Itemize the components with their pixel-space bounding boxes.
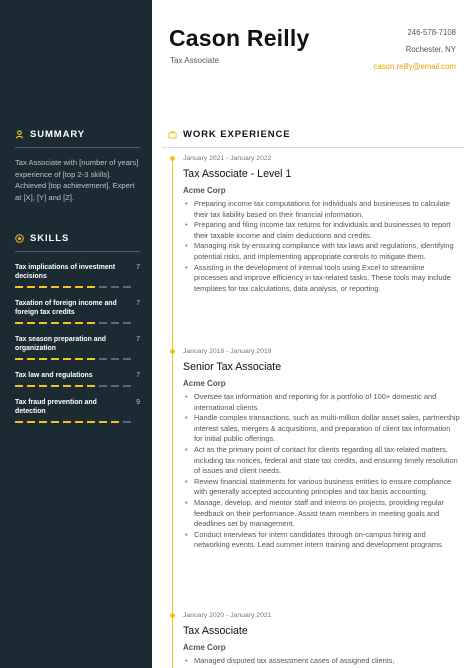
timeline-line bbox=[172, 158, 173, 668]
job-bullet: • Preparing and filing income tax returns for individuals and businesses to report their taxable income and claim deductions and credits. bbox=[183, 220, 460, 241]
job-bullet: • Oversee tax information and reporting for a portfolio of 100+ domestic and international clients. bbox=[183, 392, 460, 413]
skill-level: 7 bbox=[136, 372, 140, 379]
summary-heading bbox=[15, 129, 140, 140]
email-link[interactable]: cason.reilly@email.com bbox=[373, 62, 456, 71]
summary-section bbox=[15, 129, 140, 203]
job-bullets bbox=[183, 392, 460, 551]
timeline-dot bbox=[170, 349, 175, 354]
work-experience-heading bbox=[168, 129, 464, 140]
work-experience-title: WORK EXPERIENCE bbox=[183, 129, 291, 140]
skill-level-bar bbox=[15, 286, 140, 288]
summary-divider bbox=[15, 147, 140, 148]
job-bullet: • Assisting in the development of internal tools using Excel to streamline processes and improve efficiency in tax-related tasks. These tools may include templates for tax calculations, data analysis, or reporting. bbox=[183, 263, 460, 295]
job-bullets bbox=[183, 199, 460, 294]
job-entry bbox=[183, 155, 460, 294]
job-entry bbox=[183, 612, 460, 667]
job-bullet: • Handle complex transactions, such as multi-million dollar asset sales, partnership interest sales, mergers & acquisitions, and preparation of client tax information for initial public offerings. bbox=[183, 413, 460, 445]
skill-name: Taxation of foreign income and foreign tax credits bbox=[15, 300, 117, 316]
skill-level-bar bbox=[15, 421, 140, 423]
candidate-role: Tax Associate bbox=[170, 56, 219, 65]
job-title: Tax Associate - Level 1 bbox=[183, 168, 292, 180]
skill-item bbox=[15, 335, 140, 360]
skill-item bbox=[15, 263, 140, 288]
skill-name: Tax law and regulations bbox=[15, 372, 93, 379]
skill-name: Tax season preparation and organization bbox=[15, 336, 107, 352]
job-bullets bbox=[183, 656, 460, 667]
timeline-dot bbox=[170, 613, 175, 618]
skill-level: 7 bbox=[136, 336, 140, 343]
job-bullet: • Manage, develop, and mentor staff and interns on projects, providing regular feedback on their performance. Assist team members in meeting goals and deadlines set by management. bbox=[183, 498, 460, 530]
job-dates: January 2020 - January 2021 bbox=[183, 612, 272, 619]
job-bullet: • Act as the primary point of contact for clients regarding all tax-related matters, including tax notices, federal and state tax credits, and ensuring timely resolution of issues and client needs. bbox=[183, 445, 460, 477]
location: Rochester, NY bbox=[405, 45, 456, 54]
skills-divider bbox=[15, 251, 140, 252]
skill-level-bar bbox=[15, 358, 140, 360]
work-experience-divider bbox=[162, 147, 464, 148]
skill-level: 7 bbox=[136, 264, 140, 271]
skill-level-bar bbox=[15, 322, 140, 324]
job-bullet: • Managing risk by ensuring compliance with tax laws and regulations, identifying potential risks, and implementing appropriate controls to mitigate them. bbox=[183, 241, 460, 262]
job-company: Acme Corp bbox=[183, 379, 226, 388]
contact-info bbox=[374, 29, 456, 80]
summary-title: SUMMARY bbox=[30, 129, 86, 140]
job-bullet: • Review financial statements for various business entities to ensure compliance with generally accepted accounting principles and tax basis accounting. bbox=[183, 477, 460, 498]
job-dates: January 2021 - January 2022 bbox=[183, 155, 272, 162]
job-dates: January 2018 - January 2019 bbox=[183, 348, 272, 355]
skill-item bbox=[15, 398, 140, 423]
job-company: Acme Corp bbox=[183, 643, 226, 652]
phone-number: 246-578-7108 bbox=[407, 28, 456, 37]
main-content bbox=[152, 0, 474, 668]
skill-level-bar bbox=[15, 385, 140, 387]
job-entry bbox=[183, 348, 460, 551]
skill-name: Tax implications of investment decisions bbox=[15, 264, 116, 280]
skills-section bbox=[15, 233, 140, 423]
star-icon bbox=[15, 234, 24, 243]
user-icon bbox=[15, 130, 24, 139]
skills-title: SKILLS bbox=[30, 233, 70, 244]
summary-text: Tax Associate with [number of years] experience of [top 2-3 skills]. Achieved [top achievement]. Expert at [X], [Y] and [Z]. bbox=[15, 158, 139, 202]
skill-item bbox=[15, 299, 140, 324]
job-bullet: • Managed disputed tax assessment cases of assigned clients, bbox=[183, 656, 460, 667]
skills-heading bbox=[15, 233, 140, 244]
candidate-name: Cason Reilly bbox=[169, 25, 310, 51]
skill-level: 9 bbox=[136, 399, 140, 406]
skill-name: Tax fraud prevention and detection bbox=[15, 399, 97, 415]
job-bullet: • Preparing income tax computations for individuals and businesses to calculate their tax liability based on their financial information. bbox=[183, 199, 460, 220]
timeline-dot bbox=[170, 156, 175, 161]
job-bullet: • Conduct interviews for intern candidates through on-campus hiring and networking events. Lead summer intern training and development programs. bbox=[183, 530, 460, 551]
sidebar bbox=[0, 0, 152, 668]
job-company: Acme Corp bbox=[183, 186, 226, 195]
briefcase-icon bbox=[168, 130, 177, 139]
job-title: Senior Tax Associate bbox=[183, 361, 282, 373]
job-title: Tax Associate bbox=[183, 625, 248, 637]
skill-item bbox=[15, 371, 140, 387]
skill-level: 7 bbox=[136, 300, 140, 307]
